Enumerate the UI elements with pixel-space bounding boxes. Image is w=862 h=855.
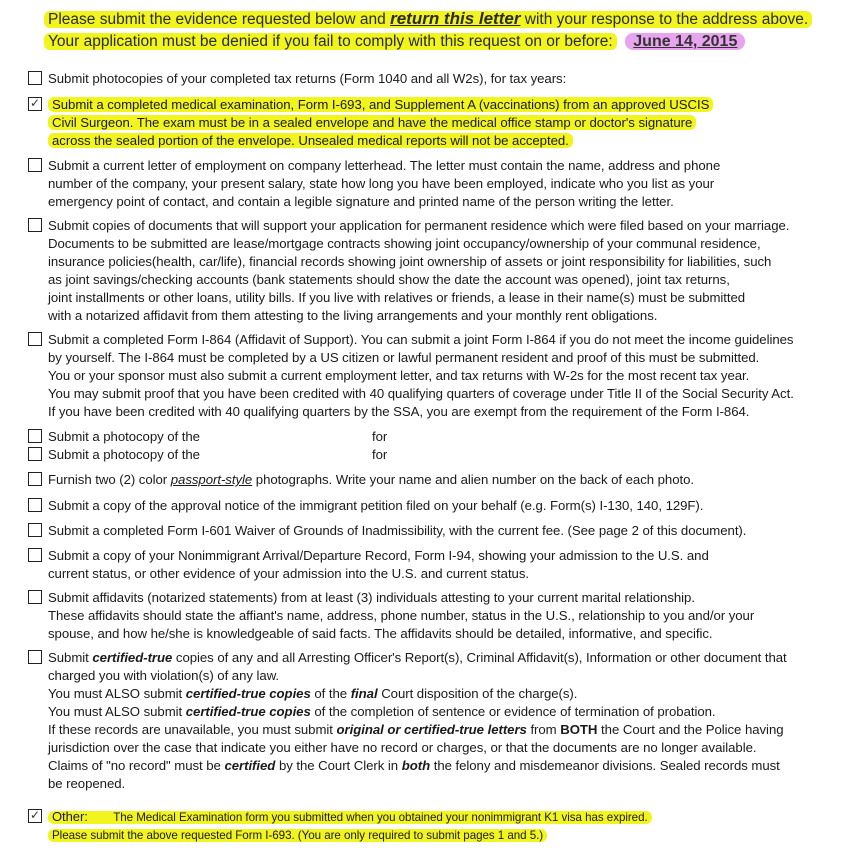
checkbox-i601-waiver[interactable] [28,523,42,537]
check-mark-icon: ✓ [29,808,41,822]
item-text: Submit a photocopy of the [48,447,200,462]
item-text: current status, or other evidence of your admission into the U.S. and current status. [48,566,530,581]
checkbox-i94-record[interactable] [28,548,42,562]
item-text: You must ALSO submit [48,704,183,719]
emphasis-text: final [350,686,378,701]
item-text: If you have been credited with 40 qualifying quarters by the SSA, you are exempt from the requirement of the Form I-864. [48,404,750,419]
item-other [28,808,848,845]
passport-style-emphasis: passport-style [170,472,253,487]
item-text: photographs. Write your name and alien number on the back of each photo. [255,472,695,487]
item-text: You must ALSO submit [48,686,183,701]
item-text: Claims of "no record" must be [48,758,221,773]
intro-line-2 [44,31,844,53]
checkbox-medical-exam[interactable] [28,97,42,111]
item-text: Submit a copy of the approval notice of the immigrant petition filed on your behalf (e.g. Form(s) I-130, 140, 129F). [48,498,704,513]
item-text: Submit a photocopy of the [48,429,200,444]
intro-deadline-sentence: Your application must be denied if you fail to comply with this request on or before: [48,33,613,50]
intro-highlight-2 [44,33,617,50]
emphasis-text: BOTH [560,722,598,737]
checkbox-marital-affidavits[interactable] [28,590,42,604]
checkbox-marriage-documents[interactable] [28,218,42,232]
item-text: Submit a completed Form I-601 Waiver of Grounds of Inadmissibility, with the current fee. (See page 2 of this document). [48,523,747,538]
item-text: by yourself. The I-864 must be completed by a US citizen or lawful permanent resident and proof of this must be submitted. [48,350,760,365]
item-text: the Court and the Police having [601,722,784,737]
checkbox-other[interactable] [28,809,42,823]
item-text: Civil Surgeon. The exam must be in a sealed envelope and have the medical office stamp or doctor's signature [48,115,696,130]
checkbox-i864-affidavit[interactable] [28,332,42,346]
item-text: You or your sponsor must also submit a current employment letter, and tax returns with W-2s for the most recent tax year. [48,368,750,383]
checkbox-passport-photos[interactable] [28,472,42,486]
item-text: Documents to be submitted are lease/mortgage contracts showing joint occupancy/ownership of your communal residence, [48,236,761,251]
emphasis-text: original or certified-true letters [336,722,527,737]
item-text: Please submit the above requested Form I-693. (You are only required to submit pages 1 and 5.) [48,829,547,842]
checkbox-approval-notice[interactable] [28,498,42,512]
intro-text-a: Please submit the evidence requested below and [48,11,386,28]
item-text: emergency point of contact, and contain a legible signature and printed name of the person writing the letter. [48,194,674,209]
item-photocopy-1 [28,428,848,446]
item-medical-exam [28,96,848,150]
checkbox-employment-letter[interactable] [28,158,42,172]
checkbox-photocopy-1[interactable] [28,429,42,443]
checkbox-photocopy-2[interactable] [28,447,42,461]
item-marital-affidavits [28,589,848,643]
item-text: across the sealed portion of the envelope. Unsealed medical reports will not be accepted. [48,133,573,148]
item-text: The Medical Examination form you submitted when you obtained your nonimmigrant K1 visa has expired. [113,811,648,824]
item-marriage-documents [28,217,848,325]
item-text: Submit a current letter of employment on company letterhead. The letter must contain the name, address and phone [48,158,721,173]
item-text: number of the company, your present salary, state how long you have been employed, indicate who you list as your [48,176,715,191]
item-text: Submit copies of documents that will support your application for permanent residence which were filed based on your marriage. [48,218,790,233]
emphasis-text: certified-true [92,650,173,665]
other-label: Other: [52,809,88,824]
item-employment-letter [28,157,848,211]
for-label: for [372,429,388,444]
item-passport-photos [28,471,848,489]
emphasis-text: both [401,758,431,773]
item-text: If these records are unavailable, you must submit [48,722,333,737]
item-text: jurisdiction over the case that indicate you either have no record or charges, or that the documents are no longer available. [48,740,757,755]
item-text: Submit photocopies of your completed tax returns (Form 1040 and all W2s), for tax years: [48,71,567,86]
item-i94-record [28,547,848,583]
intro-line-1 [44,8,844,31]
item-i864-affidavit [28,331,848,421]
item-text: joint installments or other loans, utility bills. If you live with relatives or friends, a lease in their name(s) must be submitted [48,290,746,305]
item-text: as joint savings/checking accounts (bank statements should show the date the account was opened), joint tax returns, [48,272,730,287]
emphasis-text: certified-true copies [185,704,311,719]
item-text: by the Court Clerk in [278,758,399,773]
item-tax-returns [28,70,848,88]
item-text: Submit [48,650,89,665]
item-text: Submit affidavits (notarized statements) from at least (3) individuals attesting to your current marital relationship. [48,590,695,605]
item-criminal-records [28,649,848,793]
item-text: from [530,722,557,737]
item-text: Submit a completed medical examination, Form I-693, and Supplement A (vaccinations) from an approved USCIS [48,97,713,112]
item-text: be reopened. [48,776,126,791]
deadline-date: June 14, 2015 [633,33,738,50]
item-text: Submit a copy of your Nonimmigrant Arrival/Departure Record, Form I-94, showing your admission to the U.S. and [48,548,709,563]
intro-highlight-1 [44,11,812,28]
item-text: spouse, and how he/she is knowledgeable of said facts. The affidavits should be detailed, informative, and specific. [48,626,713,641]
item-photocopy-2 [28,446,848,464]
item-text: charged you with violation(s) of any law. [48,668,280,683]
item-text: These affidavits should state the affiant's name, address, phone number, status in the U.S., relationship to you and/or your [48,608,755,623]
item-text: of the [314,686,348,701]
item-i601-waiver [28,522,848,540]
item-text: the felony and misdemeanor divisions. Sealed records must [433,758,780,773]
item-text: Court disposition of the charge(s). [381,686,578,701]
check-mark-icon: ✓ [29,96,41,110]
item-text: You may submit proof that you have been credited with 40 qualifying quarters of coverage under Title II of the Social Security Act. [48,386,794,401]
item-text: Furnish two (2) color [48,472,168,487]
item-text: of the completion of sentence or evidence of termination of probation. [314,704,716,719]
emphasis-text: certified [224,758,276,773]
return-letter-emphasis: return this letter [390,9,521,28]
emphasis-text: certified-true copies [185,686,311,701]
item-text: Submit a completed Form I-864 (Affidavit of Support). You can submit a joint Form I-864 if you do not meet the income guidelines [48,332,794,347]
item-text: with a notarized affidavit from them attesting to the living arrangements and your monthly rent obligations. [48,308,658,323]
checkbox-tax-returns[interactable] [28,71,42,85]
item-text: insurance policies(health, car/life), financial records showing joint ownership of assets or joint responsibility for liabilities, such [48,254,772,269]
checkbox-criminal-records[interactable] [28,650,42,664]
for-label: for [372,447,388,462]
item-approval-notice [28,497,848,515]
deadline-highlight [625,33,745,50]
intro-text-b: with your response to the address above. [524,11,809,28]
intro-paragraph [44,8,844,53]
item-text: copies of any and all Arresting Officer's Report(s), Criminal Affidavit(s), Information or other document that [175,650,787,665]
